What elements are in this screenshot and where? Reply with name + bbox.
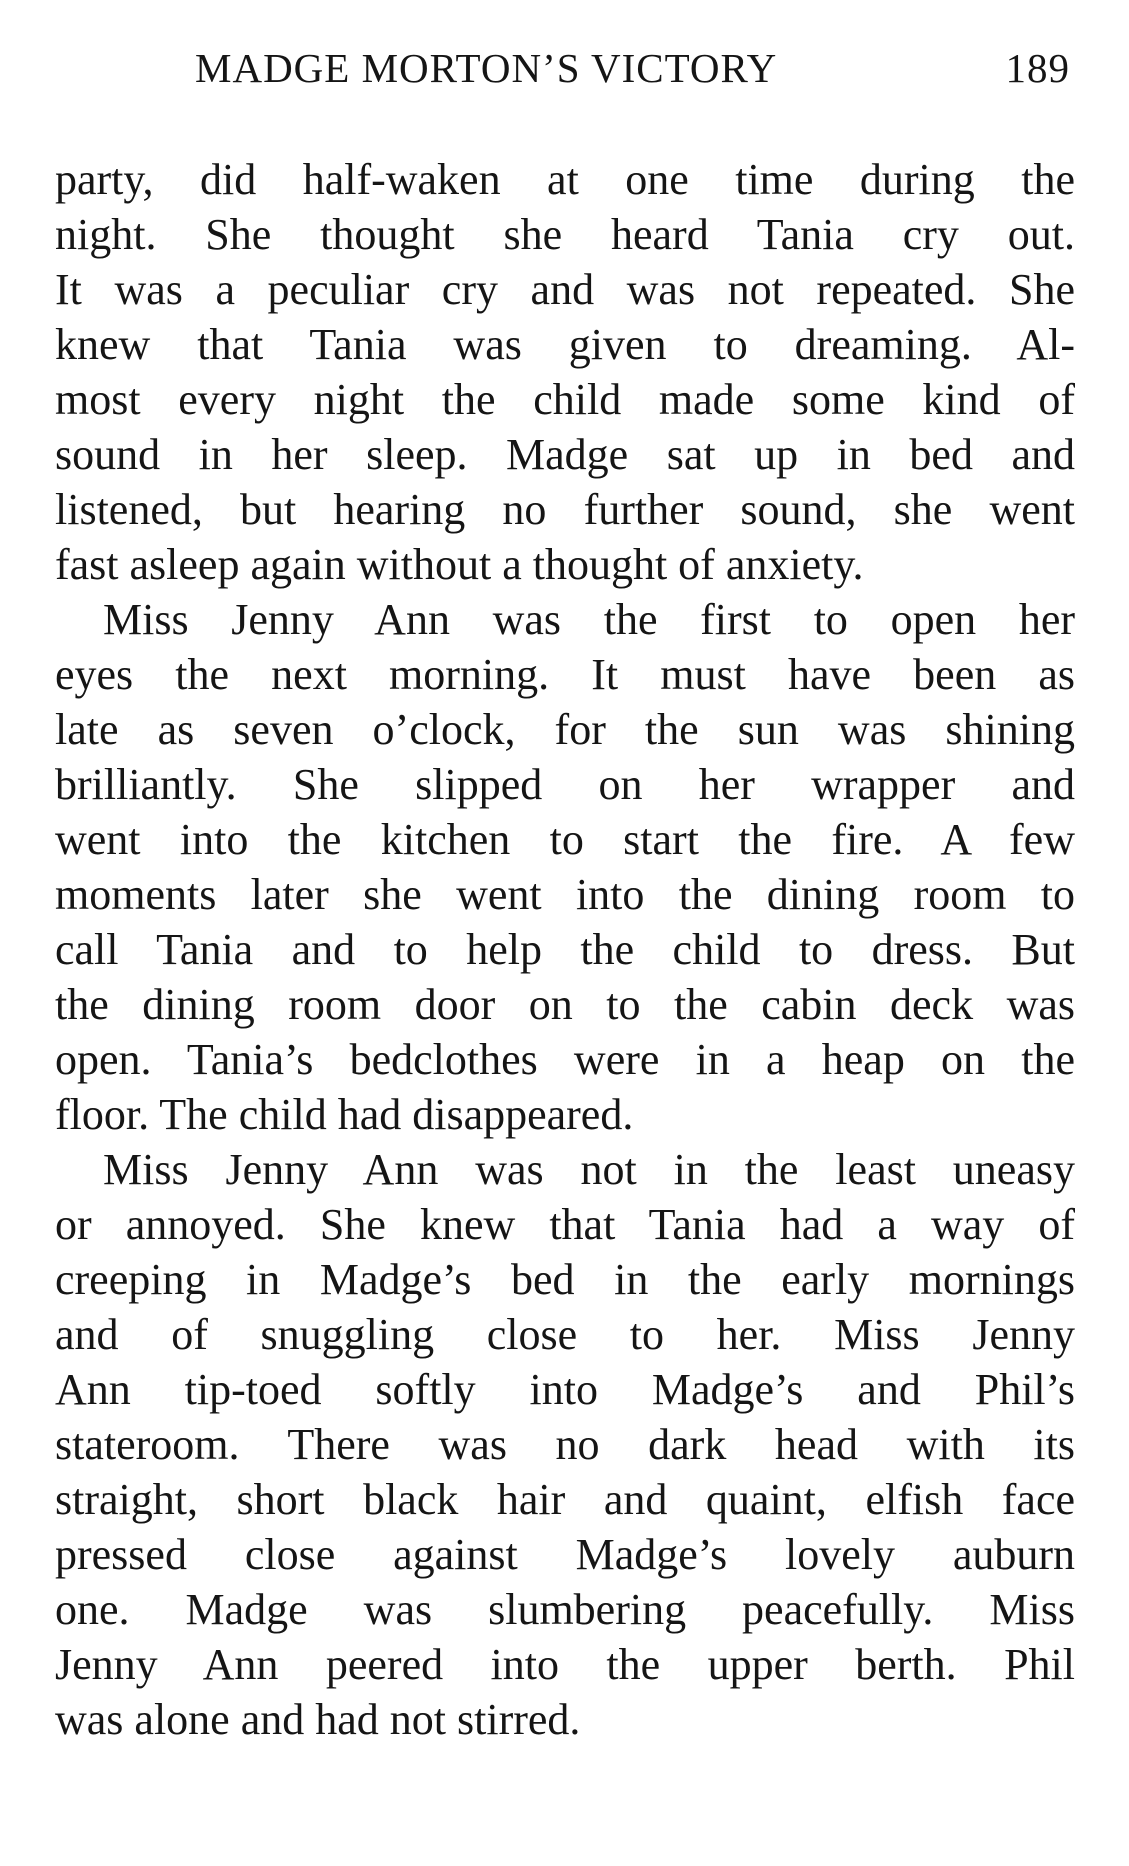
paragraph (55, 152, 1075, 592)
text-line: moments later she went into the dining room to (55, 870, 1075, 919)
text-line: night. She thought she heard Tania cry out. (55, 210, 1075, 259)
text-line: Ann tip-toed softly into Madge’s and Phil’s (55, 1365, 1075, 1414)
text-line: open. Tania’s bedclothes were in a heap on the (55, 1035, 1075, 1084)
text-line: listened, but hearing no further sound, she went (55, 485, 1075, 534)
text-line: fast asleep again without a thought of anxiety. (55, 540, 864, 589)
text-line: Miss Jenny Ann was the first to open her (103, 595, 1075, 644)
text-line: late as seven o’clock, for the sun was shining (55, 705, 1075, 754)
text-line: one. Madge was slumbering peacefully. Miss (55, 1585, 1075, 1634)
paragraph (55, 592, 1075, 1142)
text-line: was alone and had not stirred. (55, 1695, 581, 1744)
text-line: knew that Tania was given to dreaming. Al- (55, 320, 1075, 369)
text-line: straight, short black hair and quaint, elfish face (55, 1475, 1075, 1524)
text-line: most every night the child made some kind of (55, 375, 1075, 424)
text-line: and of snuggling close to her. Miss Jenny (55, 1310, 1075, 1359)
page-header (195, 44, 1070, 94)
text-line: floor. The child had disappeared. (55, 1090, 634, 1139)
page-number: 189 (1005, 45, 1070, 91)
text-line: It was a peculiar cry and was not repeated. She (55, 265, 1075, 314)
text-line: the dining room door on to the cabin deck was (55, 980, 1075, 1029)
text-line: creeping in Madge’s bed in the early mornings (55, 1255, 1075, 1304)
text-line: Miss Jenny Ann was not in the least uneasy (103, 1145, 1075, 1194)
text-line: party, did half-waken at one time during the (55, 155, 1075, 204)
text-line: brilliantly. She slipped on her wrapper and (55, 760, 1075, 809)
text-line: eyes the next morning. It must have been as (55, 650, 1075, 699)
text-line: went into the kitchen to start the fire. A few (55, 815, 1075, 864)
text-line: sound in her sleep. Madge sat up in bed and (55, 430, 1075, 479)
text-line: Jenny Ann peered into the upper berth. Phil (55, 1640, 1075, 1689)
text-line: pressed close against Madge’s lovely auburn (55, 1530, 1075, 1579)
paragraph (55, 1142, 1075, 1747)
body-text (55, 152, 1075, 1747)
text-line: call Tania and to help the child to dress. But (55, 925, 1075, 974)
running-head: MADGE MORTON’S VICTORY (195, 45, 778, 91)
text-line: or annoyed. She knew that Tania had a way of (55, 1200, 1075, 1249)
text-line: stateroom. There was no dark head with its (55, 1420, 1075, 1469)
